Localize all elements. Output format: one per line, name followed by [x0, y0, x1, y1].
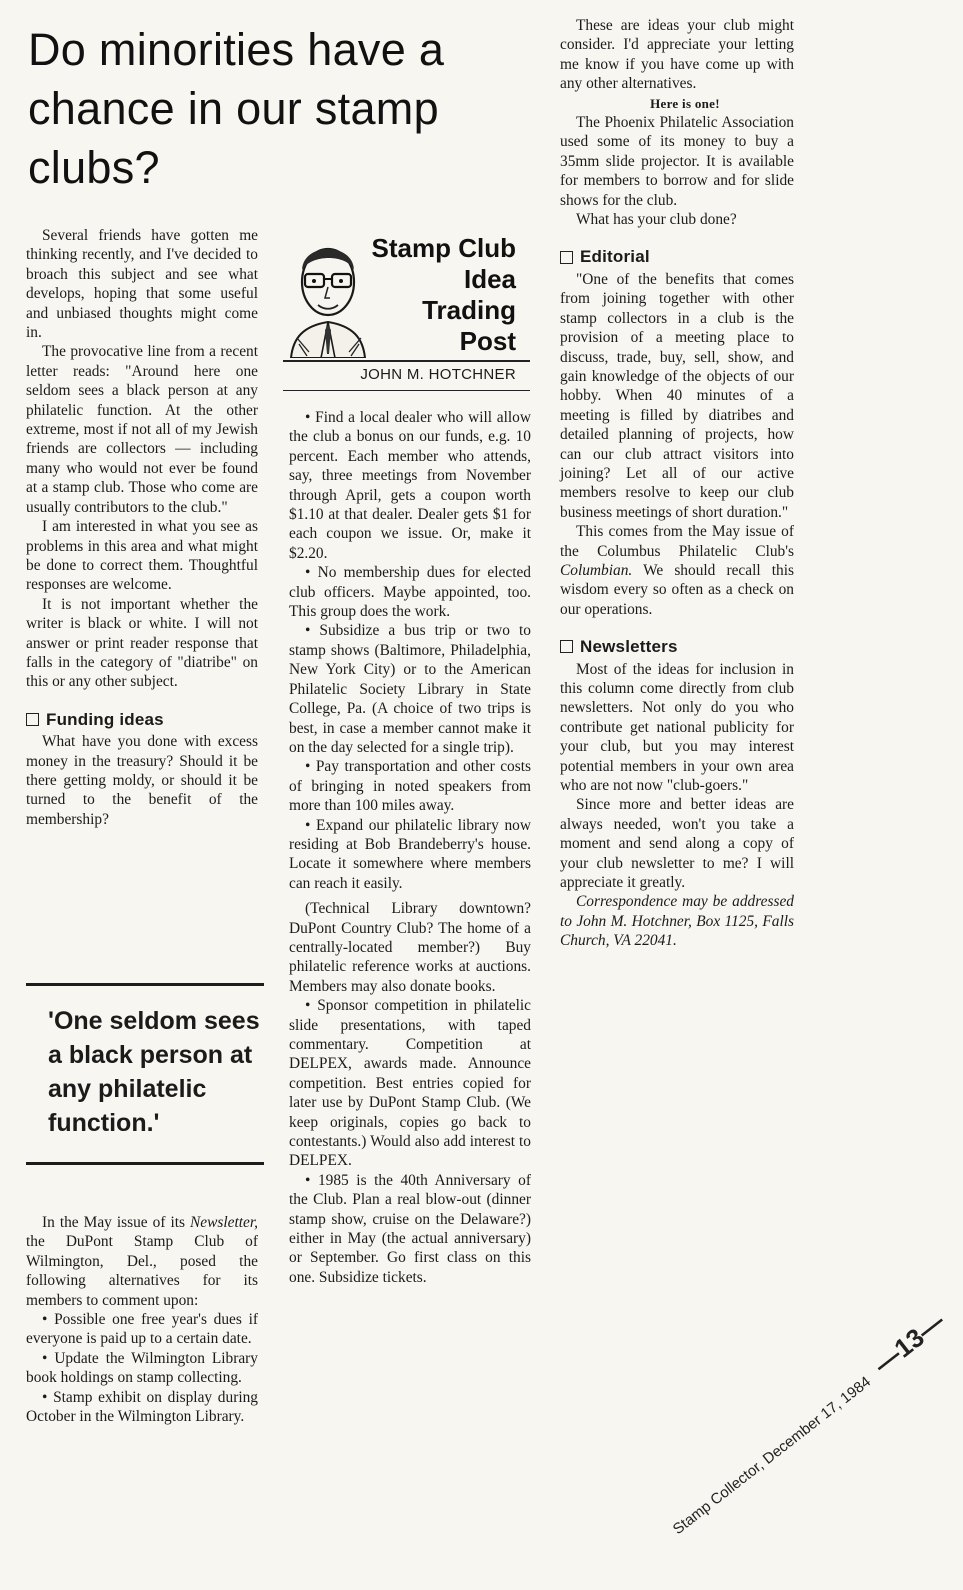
text-run: In the May issue of its	[42, 1214, 191, 1231]
logo-title-line: Post	[459, 326, 516, 356]
subhead-funding-ideas	[26, 710, 258, 729]
divider	[283, 360, 530, 362]
pull-quote	[26, 983, 264, 1165]
checkbox-icon	[560, 640, 573, 653]
logo-title-line: Trading	[422, 295, 516, 325]
bullet-item: • Expand our philatelic library now residing at Bob Brandeberry's house. Locate it somewhere where members can reach it easily.	[289, 816, 531, 892]
paragraph: What have you done with excess money in the treasury? Should it be there getting moldy, or should it be turned to the benefit of the membership?	[26, 733, 258, 828]
column-3	[560, 16, 794, 951]
text-run: the DuPont Stamp Club of Wilmington, Del., posed the following alternatives for its members to comment upon:	[26, 1233, 258, 1309]
subhead-editorial	[560, 247, 794, 266]
subhead-label: Funding ideas	[46, 709, 164, 729]
bullet-item: • Update the Wilmington Library book holdings on stamp collecting.	[26, 1349, 258, 1387]
bullet-item: • Find a local dealer who will allow the club a bonus on our funds, e.g. 10 percent. Each member who attends, say, three meetings from November through April, gets a coupon worth $1.10 at that dealer. Dealer gets $1 for each coupon we issue. Or, make it $2.20.	[289, 409, 531, 562]
divider	[26, 1162, 264, 1165]
checkbox-icon	[26, 713, 39, 726]
paragraph: Since more and better ideas are always needed, won't you take a moment and send along a copy of your club newsletter to me? I will appreciate it greatly.	[560, 796, 794, 892]
column-logo	[283, 226, 530, 392]
paragraph: It is not important whether the writer is black or white. I will not answer or print reader response that falls in the category of "diatribe" on this or any other subject.	[26, 595, 258, 691]
page-footer	[663, 1294, 963, 1540]
paragraph: "One of the benefits that comes from joining together with other stamp collectors in a club is the provision of a meeting place to discuss, trade, buy, sell, show, and gain knowledge of the objects of our hobby. When 40 minutes of a meeting is filled by diatribes and detailed planning of projects, how can our club attract visitors into joining? Let all of our active members resolve to keep our club business meetings of short duration."	[560, 270, 794, 521]
bullet-item: • Subsidize a bus trip or two to stamp shows (Baltimore, Philadelphia, New York City) or to the American Philatelic Society Library in State College, Pa. (A choice of two trips is best, in case a member cannot make it on the day selected for a single trip).	[289, 622, 531, 756]
checkbox-icon	[560, 251, 573, 264]
page-number: —13—	[867, 1306, 951, 1380]
paragraph	[560, 522, 794, 619]
column-1-lower	[26, 1213, 258, 1426]
bullet-item: • Pay transportation and other costs of bringing in noted speakers from more than 100 miles away.	[289, 758, 531, 815]
bullet-item: • Possible one free year's dues if everyone is paid up to a certain date.	[26, 1311, 258, 1348]
pull-quote-text: 'One seldom sees a black person at any philatelic function.'	[48, 1007, 260, 1137]
subhead-label: Editorial	[580, 247, 650, 267]
column-2	[289, 408, 531, 1287]
column-logo-title	[346, 233, 516, 357]
publication-title: Columbian.	[560, 561, 633, 579]
logo-title-line: Stamp Club	[371, 233, 516, 263]
paragraph: The provocative line from a recent letter reads: "Around here one seldom sees a black person at any philatelic function. At the other extreme, most if not all of my Jewish friends are collectors — including many who would not ever be found at a stamp club. Those who come are usually contributors to the club."	[26, 343, 258, 516]
bullet-item: • Stamp exhibit on display during October in the Wilmington Library.	[26, 1388, 258, 1426]
column-1	[26, 226, 258, 829]
subhead-label: Newsletters	[580, 637, 678, 657]
headline: Do minorities have a chance in our stamp clubs?	[28, 24, 445, 193]
publication-credit: Stamp Collector, December 17, 1984	[669, 1373, 875, 1539]
paragraph: Several friends have gotten me thinking recently, and I've decided to broach this subject and see what develops, hoping that some useful and unbiased thoughts might come in.	[26, 227, 258, 342]
paragraph: The Phoenix Philatelic Association used some of its money to buy a 35mm slide projector. It is available for members to borrow and for slide shows for the club.	[560, 114, 794, 209]
logo-title-line: Idea	[463, 264, 516, 294]
paragraph	[26, 1213, 258, 1310]
paragraph: (Technical Library downtown? DuPont Country Club? The home of a centrally-located member?) Buy philatelic reference works at auctions. Members may also donate books.	[289, 900, 531, 995]
bullet-item: • Sponsor competition in philatelic slide presentations, with taped commentary. Competition at DELPEX, awards made. Announce competition. Best entries copied for later use by DuPont Stamp Club. (We keep originals, copies go back to contestants.) Would also add interest to DELPEX.	[289, 997, 531, 1170]
paragraph: I am interested in what you see as problems in this area and what might be done to correct them. Thoughtful responses are welcome.	[26, 518, 258, 594]
subhead-newsletters	[560, 637, 794, 656]
bullet-item: • 1985 is the 40th Anniversary of the Club. Plan a real blow-out (dinner stamp show, cruise on the Delaware?) either in May (the actual anniversary) or September. Go first class on this one. Subsidize tickets.	[289, 1171, 531, 1286]
byline: JOHN M. HOTCHNER	[360, 366, 516, 383]
paragraph: What has your club done?	[576, 211, 737, 229]
text-run: This comes from the May issue of the Columbus Philatelic Club's	[560, 523, 794, 560]
here-is-one-heading: Here is one!	[650, 95, 720, 111]
paragraph: Most of the ideas for inclusion in this column come directly from club newsletters. Not only do you who contribute get national publicity for your club, but you may interest potential members in your own area who are not now "club-goers."	[560, 660, 794, 795]
correspondence-note: Correspondence may be addressed to John M. Hotchner, Box 1125, Falls Church, VA 22041.	[560, 893, 794, 950]
bullet-item: • No membership dues for elected club officers. Maybe appointed, too. This group does the work.	[289, 564, 531, 621]
text-run: We should recall this wisdom every so often as a check on our operations.	[560, 561, 794, 618]
divider	[283, 390, 530, 391]
newsletter-title: Newsletter,	[190, 1214, 258, 1231]
paragraph: These are ideas your club might consider. I'd appreciate your letting me know if you have come up with any other alternatives.	[560, 17, 794, 93]
